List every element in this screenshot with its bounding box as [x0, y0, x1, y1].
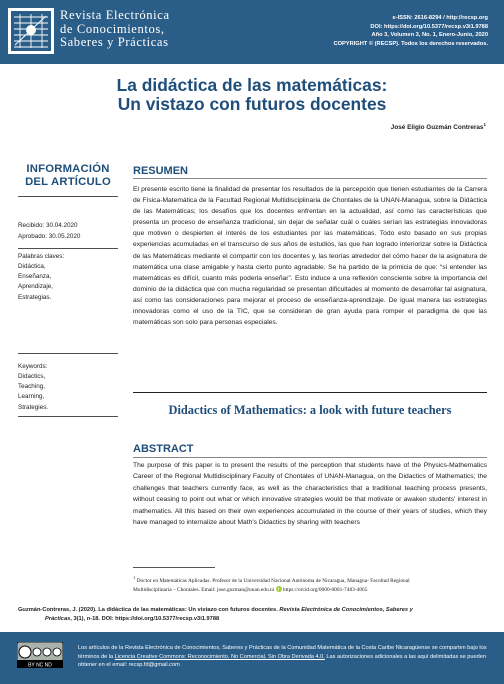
doi-line[interactable]: DOI: https://doi.org/10.5377/recsp.v3i1.9788 [370, 23, 488, 30]
keyword-es: Aprendizaje, [18, 283, 54, 291]
keyword-es: Estrategias. [18, 293, 52, 301]
creative-commons-badge-icon[interactable] [17, 642, 63, 668]
citation-journal-end: Prácticas [45, 616, 71, 623]
copyright-line: COPYRIGHT © (RECSP). Todos los derechos reservados. [333, 40, 488, 47]
eissn-line[interactable]: e-ISSN: 2616-8294 / http://recsp.org [392, 15, 488, 21]
keyword-es: Didáctica, [18, 263, 46, 271]
article-info-title-line-1: INFORMACIÓN [26, 163, 110, 175]
english-title: Didactics of Mathematics: a look with future teachers [168, 403, 452, 417]
received-date: Recibido: 30.04.2020 [18, 222, 78, 230]
author-text: José Eligio Guzmán Contreras [390, 124, 484, 132]
citation-line-1: Guzmán-Contreras, J. (2020). La didáctica de las matemáticas: Un vistazo con futuros docentes. [18, 607, 280, 613]
keyword-en: Didactics, [18, 373, 46, 381]
citation [18, 606, 488, 624]
footnote-line-2[interactable]: Multidisciplinaria – Chontales. Email: jose.guzman@unan.edu.ni [133, 586, 275, 593]
article-title [0, 76, 504, 113]
journal-name-line-1: Revista Electrónica [60, 8, 170, 22]
keyword-en: Teaching, [18, 383, 45, 391]
license-text-1: Los artículos de la Revista Electrónica de Conocimientos, Saberes y Prácticas de la Comunidad Matemática de la Costa Caribe Nicaragüense se comparten bajo los términos de la [78, 645, 487, 660]
orcid-icon[interactable] [276, 586, 282, 592]
keyword-en: Learning, [18, 393, 45, 401]
sidebar-divider [18, 196, 118, 197]
license-text-2: Las autorizaciones adicionales a las aquí delimitadas se pueden obtener en el email: recsp.fd@gmail.com [78, 653, 486, 669]
article-title-line-2: Un vistazo con futuros docentes [117, 93, 387, 114]
section-divider [133, 392, 487, 393]
resumen-divider [133, 178, 487, 179]
sidebar-divider [18, 353, 118, 354]
sidebar-divider [18, 248, 118, 249]
footnote-line-1: Doctor en Matemáticas Aplicadas. Profesor de la Universidad Nacional Autónoma de Nicaragua, Managua- Facultad Regional [136, 577, 410, 584]
approved-date: Aprobado: 30.05.2020 [18, 232, 81, 240]
keywords-en-label: Keywords: [18, 362, 48, 370]
author-footnote [133, 574, 487, 594]
author-footnote-mark[interactable]: 1 [483, 122, 486, 127]
issue-line: Año 3, Volumen 3, No. 1, Enero-Junio, 2020 [371, 32, 488, 39]
journal-name-line-2: de Conocimientos, [60, 21, 165, 36]
citation-journal: Revista Electrónica de Conocimientos, Saberes y [279, 607, 413, 613]
license-link[interactable]: Licencia Creative Commons: Reconocimiento, No Comercial, Sin Obra Derivada 4.0. [114, 653, 325, 660]
keywords-es-label: Palabras claves: [18, 252, 65, 260]
resumen-heading: RESUMEN [133, 165, 189, 177]
article-title-line-1: La didáctica de las matemáticas: [116, 75, 388, 95]
orcid-link[interactable]: https://orcid.org/0000-0001-7483-4065 [282, 586, 368, 593]
article-info-title [18, 163, 118, 189]
article-info-sidebar [18, 163, 118, 417]
resumen-text: El presente escrito tiene la finalidad de presentar los resultados de la percepción que tienen estudiantes de la Carrera de Física-Matemática de la Facultad Regional Multidisciplinaria de Chontales de la UNAN-Managua, sobre la Didáctica de las Matemáticas; los desafíos que los docentes enfrentan en la actualidad, así como las características que presenta un proceso de enseñanza tradicional, sin dejar de señalar cuál o cuáles serían las estrategias innovadoras que motiven o despierten el interés de los estudiantes por las matemáticas. Todo esto basado en sus propias experiencias acumuladas en el transcurso de sus años de estudios, las que han logrado interiorizar sobre la Didáctica de las Matemáticas mediante el compartir con los docentes y, las teorías alrededor del cómo hacer de la asignatura de matemática una clase amigable y hasta cierto punto agradable. Se ha partido de la primicia de que: “si entender las matemáticas es difícil, cuanto más poderla enseñar”. Esto induce a una reflexión consciente sobre la importancia del dominio de la didáctica que con mucha regularidad se presentan dificultades al momento de desarrollar tal asignatura, así como las consideraciones para mejorar el proceso de enseñanza-aprendizaje. De igual manera las estrategias innovadoras como el uso de la TIC, que se consideran de gran ayuda para romper el paradigma de que las matemáticas son solo para personas especiales. [133, 186, 487, 327]
sidebar-divider [18, 416, 118, 417]
cc-badge-label: BY NC ND [28, 662, 52, 668]
abstract-text: The purpose of this paper is to present the results of the perception that students have of the Physics-Mathematics Career of the Regional Multidisciplinary Faculty of Chontales of UNAN-Managua, on the Didactics of Mathematics; the challenges that teachers currently face, as well as the characteristics that a traditional teaching process presents, without ceasing to point out what or which innovative strategies would be that motivate or awaken students' interest in mathematics. All this based on their own experiences accumulated in the course of their years of studies, which they have managed to internalize about Math's Didactics by sharing with teachers [133, 462, 487, 527]
journal-meta [333, 14, 488, 48]
journal-logo-icon [8, 8, 54, 54]
journal-name [60, 9, 170, 50]
footnote-mark: 1 [133, 575, 136, 580]
license-text [78, 644, 488, 670]
keyword-es: Enseñanza, [18, 273, 52, 281]
abstract-divider [133, 457, 487, 458]
journal-name-line-3: Saberes y Prácticas [60, 35, 169, 49]
keyword-en: Strategies. [18, 403, 49, 411]
author-name [391, 122, 486, 131]
article-info-title-line-2: DEL ARTÍCULO [25, 176, 111, 189]
citation-line-2[interactable]: , 3(1), n-18. DOI: https://doi.org/10.5377/recsp.v3i1.9788 [70, 616, 220, 623]
abstract-heading: ABSTRACT [133, 443, 194, 455]
footnote-divider [133, 567, 215, 568]
